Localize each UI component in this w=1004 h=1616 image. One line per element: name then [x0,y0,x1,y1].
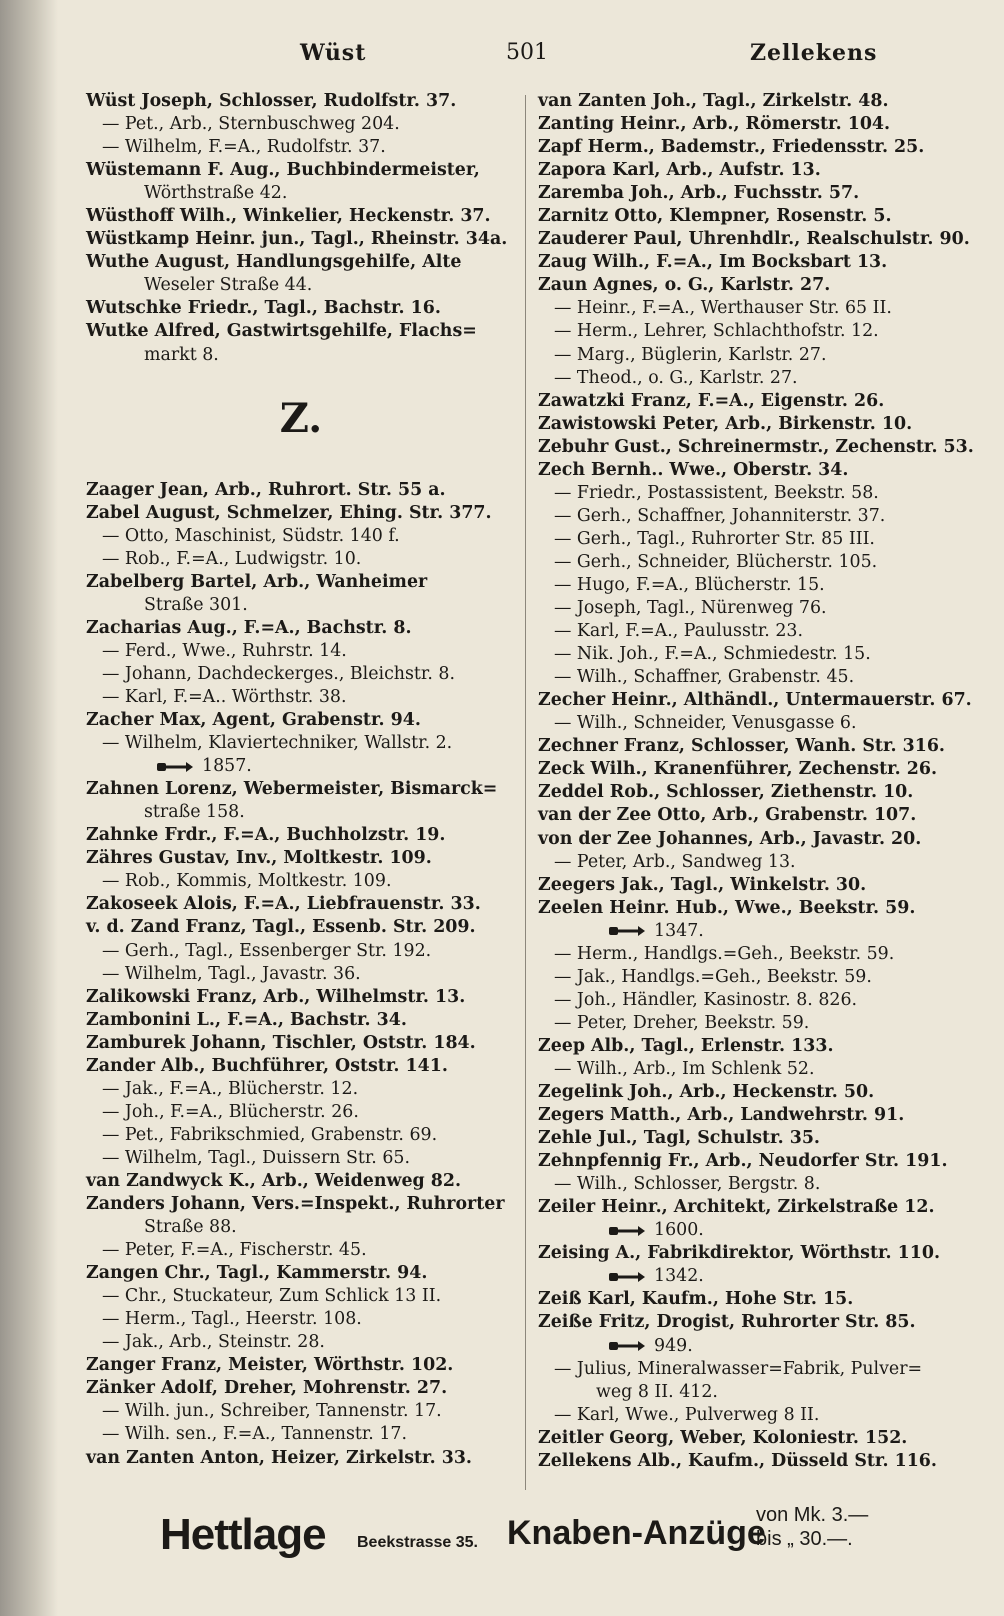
directory-entry: — Ferd., Wwe., Ruhrstr. 14. [102,640,347,661]
directory-entry: Zanders Johann, Vers.=Inspekt., Ruhrorter [86,1194,505,1215]
telephone-line [538,920,978,943]
directory-entry: — Wilh., Schaffner, Grabenstr. 45. [554,667,855,688]
directory-entry: Zangen Chr., Tagl., Kammerstr. 94. [86,1263,428,1284]
telephone-icon [608,1339,646,1353]
directory-entry: Zauderer Paul, Uhrenhdlr., Realschulstr. 90. [538,229,970,250]
telephone-icon [608,1270,646,1284]
telephone-line [538,1265,978,1288]
directory-entry: — Joh., Händler, Kasinostr. 8. 826. [554,989,858,1010]
directory-entry: Zaug Wilh., F.=A., Im Bocksbart 13. [538,252,888,273]
directory-entry: — Herm., Lehrer, Schlachthofstr. 12. [554,321,879,342]
telephone-icon [156,760,194,774]
page-number: 501 [506,40,548,65]
right-column [538,90,978,1473]
directory-entry: von der Zee Johannes, Arb., Javastr. 20. [538,828,922,849]
directory-entry: — Wilh., Arb., Im Schlenk 52. [554,1058,815,1079]
directory-entry: — Rob., Kommis, Moltkestr. 109. [102,871,392,892]
directory-entry: Zacharias Aug., F.=A., Bachstr. 8. [86,617,412,638]
directory-entry: Zabel August, Schmelzer, Ehing. Str. 377. [86,502,492,523]
directory-entry: Zaager Jean, Arb., Ruhrort. Str. 55 a. [86,479,446,500]
directory-entry: Wüstkamp Heinr. jun., Tagl., Rheinstr. 34a. [86,229,508,250]
directory-entry: — Joh., F.=A., Blücherstr. 26. [102,1101,359,1122]
directory-entry: — Gerh., Tagl., Ruhrorter Str. 85 III. [554,528,875,549]
directory-entry: straße 158. [144,802,245,823]
directory-entry: — Heinr., F.=A., Werthauser Str. 65 II. [554,298,892,319]
telephone-line [538,1219,978,1242]
directory-entry: Zänker Adolf, Dreher, Mohrenstr. 27. [86,1378,448,1399]
directory-entry: Zeiße Fritz, Drogist, Ruhrorter Str. 85. [538,1312,916,1333]
directory-entry: Zabelberg Bartel, Arb., Wanheimer [86,571,428,592]
directory-entry: Zechner Franz, Schlosser, Wanh. Str. 316. [538,736,945,757]
directory-entry: Zegelink Joh., Arb., Heckenstr. 50. [538,1082,875,1103]
directory-entry: Zander Alb., Buchführer, Oststr. 141. [86,1055,448,1076]
directory-entry: Zellekens Alb., Kaufm., Düsseld Str. 116. [538,1450,937,1471]
directory-entry: Zambonini L., F.=A., Bachstr. 34. [86,1009,407,1030]
running-header [100,40,960,80]
directory-entry [86,367,516,385]
directory-entry: — Chr., Stuckateur, Zum Schlick 13 II. [102,1286,442,1307]
directory-entry: Zeising A., Fabrikdirektor, Wörthstr. 110. [538,1243,941,1264]
directory-entry: Zehnpfennig Fr., Arb., Neudorfer Str. 191. [538,1151,948,1172]
directory-entry: — Joseph, Tagl., Nürenweg 76. [554,598,827,619]
directory-entry: Weseler Straße 44. [144,275,313,296]
directory-entry: Zanting Heinr., Arb., Römerstr. 104. [538,114,891,135]
directory-entry: Zawatzki Franz, F.=A., Eigenstr. 26. [538,390,885,411]
directory-entry: — Peter, Arb., Sandweg 13. [554,851,796,872]
directory-entry: Zehle Jul., Tagl, Schulstr. 35. [538,1128,820,1149]
telephone-number: 1600. [654,1220,704,1241]
directory-entry: — Wilh., Schlosser, Bergstr. 8. [554,1174,821,1195]
column-divider [525,95,526,1490]
telephone-line [538,1335,978,1358]
directory-entry: Zamburek Johann, Tischler, Oststr. 184. [86,1032,476,1053]
directory-entry: — Jak., Handlgs.=Geh., Beekstr. 59. [554,966,872,987]
directory-entry: Wutke Alfred, Gastwirtsgehilfe, Flachs= [86,321,477,342]
directory-entry: — Wilhelm, F.=A., Rudolfstr. 37. [102,137,386,158]
directory-entry: — Friedr., Postassistent, Beekstr. 58. [554,482,879,503]
directory-entry: — Jak., Arb., Steinstr. 28. [102,1332,325,1353]
telephone-number: 1347. [654,920,704,941]
directory-entry: Wüst Joseph, Schlosser, Rudolfstr. 37. [86,91,457,111]
directory-entry: Wutschke Friedr., Tagl., Bachstr. 16. [86,298,441,319]
directory-entry: — Theod., o. G., Karlstr. 27. [554,367,798,388]
directory-entry: — Wilh. jun., Schreiber, Tannenstr. 17. [102,1401,442,1422]
directory-entry: — Rob., F.=A., Ludwigstr. 10. [102,548,362,569]
directory-entry: Zaun Agnes, o. G., Karlstr. 27. [538,275,831,296]
directory-entry: van Zanten Anton, Heizer, Zirkelstr. 33. [86,1447,472,1468]
left-column [86,90,516,1470]
directory-entry: Zawistowski Peter, Arb., Birkenstr. 10. [538,413,913,434]
directory-entry: — Gerh., Schneider, Blücherstr. 105. [554,551,878,572]
directory-entry: — Wilhelm, Tagl., Duissern Str. 65. [102,1147,411,1168]
telephone-line [86,755,516,778]
directory-entry: Zanger Franz, Meister, Wörthstr. 102. [86,1355,454,1376]
telephone-icon [608,924,646,938]
directory-entry: — Otto, Maschinist, Südstr. 140 f. [102,525,400,546]
directory-entry: Zapf Herm., Bademstr., Friedensstr. 25. [538,137,925,158]
directory-entry: Straße 301. [144,594,248,615]
telephone-number: 1857. [202,756,252,777]
directory-entry: — Johann, Dachdeckerges., Bleichstr. 8. [102,663,455,684]
directory-entry: Zeiß Karl, Kaufm., Hohe Str. 15. [538,1289,854,1310]
directory-entry: Wörthstraße 42. [144,183,288,204]
header-last-entry: Zellekens [750,40,878,66]
directory-entry: Wüstemann F. Aug., Buchbindermeister, [86,160,480,181]
directory-entry: weg 8 II. 412. [596,1381,718,1402]
directory-entry: Zeegers Jak., Tagl., Winkelstr. 30. [538,874,867,895]
page-gutter-shadow [0,0,58,1616]
directory-entry: — Nik. Joh., F.=A., Schmiedestr. 15. [554,644,871,665]
directory-entry: — Wilh. sen., F.=A., Tannenstr. 17. [102,1424,408,1445]
directory-entry: Zebuhr Gust., Schreinermstr., Zechenstr. 53. [538,436,974,457]
directory-entry: — Gerh., Schaffner, Johanniterstr. 37. [554,505,886,526]
ad-address: Beekstrasse 35. [357,1534,478,1551]
directory-entry: Zacher Max, Agent, Grabenstr. 94. [86,710,421,731]
directory-entry: v. d. Zand Franz, Tagl., Essenb. Str. 209. [86,917,476,938]
directory-entry: Zeddel Rob., Schlosser, Ziethenstr. 10. [538,782,914,803]
directory-entry: — Gerh., Tagl., Essenberger Str. 192. [102,940,432,961]
telephone-icon [608,1224,646,1238]
directory-entry: — Karl, F.=A., Paulusstr. 23. [554,621,804,642]
directory-entry: Zech Bernh.. Wwe., Oberstr. 34. [538,459,849,480]
directory-entry: Zeep Alb., Tagl., Erlenstr. 133. [538,1035,834,1056]
directory-entry: Zapora Karl, Arb., Aufstr. 13. [538,160,821,181]
directory-entry: Zeiler Heinr., Architekt, Zirkelstraße 12. [538,1197,935,1218]
directory-entry: — Pet., Fabrikschmied, Grabenstr. 69. [102,1124,438,1145]
directory-entry: van Zanten Joh., Tagl., Zirkelstr. 48. [538,91,889,111]
directory-entry: van Zandwyck K., Arb., Weidenweg 82. [86,1170,462,1191]
directory-entry: Zahnke Frdr., F.=A., Buchholzstr. 19. [86,825,446,846]
directory-entry: Straße 88. [144,1217,237,1238]
section-letter: Z. [279,394,323,442]
directory-entry: Wüsthoff Wilh., Winkelier, Heckenstr. 37. [86,206,491,227]
telephone-number: 1342. [654,1266,704,1287]
directory-entry: — Herm., Handlgs.=Geh., Beekstr. 59. [554,943,895,964]
directory-entry: Zeck Wilh., Kranenführer, Zechenstr. 26. [538,759,938,780]
directory-entry: — Wilh., Schneider, Venusgasse 6. [554,713,857,734]
telephone-number: 949. [654,1335,693,1356]
directory-entry: Zähres Gustav, Inv., Moltkestr. 109. [86,848,432,869]
directory-entry: Wuthe August, Handlungsgehilfe, Alte [86,252,462,273]
directory-entry: van der Zee Otto, Arb., Grabenstr. 107. [538,805,917,826]
directory-entry: — Pet., Arb., Sternbuschweg 204. [102,114,400,135]
directory-entry: — Julius, Mineralwasser=Fabrik, Pulver= [554,1358,923,1379]
directory-entry: Zalikowski Franz, Arb., Wilhelmstr. 13. [86,986,466,1007]
ad-price-from: von Mk. 3.— [756,1504,869,1526]
header-first-entry: Wüst [300,40,367,66]
directory-entry: — Herm., Tagl., Heerstr. 108. [102,1309,362,1330]
advertisement-footer [160,1500,960,1560]
directory-entry: Zecher Heinr., Althändl., Untermauerstr. 67. [538,690,972,711]
ad-brand: Hettlage [160,1510,326,1559]
directory-entry: Zeelen Heinr. Hub., Wwe., Beekstr. 59. [538,897,916,918]
directory-entry: Zarnitz Otto, Klempner, Rosenstr. 5. [538,206,892,227]
directory-entry: — Peter, F.=A., Fischerstr. 45. [102,1240,367,1261]
directory-entry: markt 8. [144,344,219,365]
directory-entry: — Wilhelm, Tagl., Javastr. 36. [102,963,361,984]
directory-entry: Zegers Matth., Arb., Landwehrstr. 91. [538,1105,905,1126]
directory-entry: Zakoseek Alois, F.=A., Liebfrauenstr. 33. [86,894,481,915]
directory-entry: — Karl, Wwe., Pulverweg 8 II. [554,1404,820,1425]
directory-entry: — Wilhelm, Klaviertechniker, Wallstr. 2. [102,733,453,754]
directory-entry: Zaremba Joh., Arb., Fuchsstr. 57. [538,183,860,204]
directory-entry: Zahnen Lorenz, Webermeister, Bismarck= [86,779,498,800]
directory-entry: — Marg., Büglerin, Karlstr. 27. [554,344,827,365]
directory-entry: — Karl, F.=A.. Wörthstr. 38. [102,686,347,707]
directory-entry: — Peter, Dreher, Beekstr. 59. [554,1012,810,1033]
directory-entry: — Jak., F.=A., Blücherstr. 12. [102,1078,359,1099]
directory-entry: Zeitler Georg, Weber, Koloniestr. 152. [538,1427,908,1448]
ad-product: Knaben-Anzüge [507,1514,766,1552]
directory-entry: — Hugo, F.=A., Blücherstr. 15. [554,574,825,595]
ad-price-to: bis „ 30.—. [756,1528,853,1550]
